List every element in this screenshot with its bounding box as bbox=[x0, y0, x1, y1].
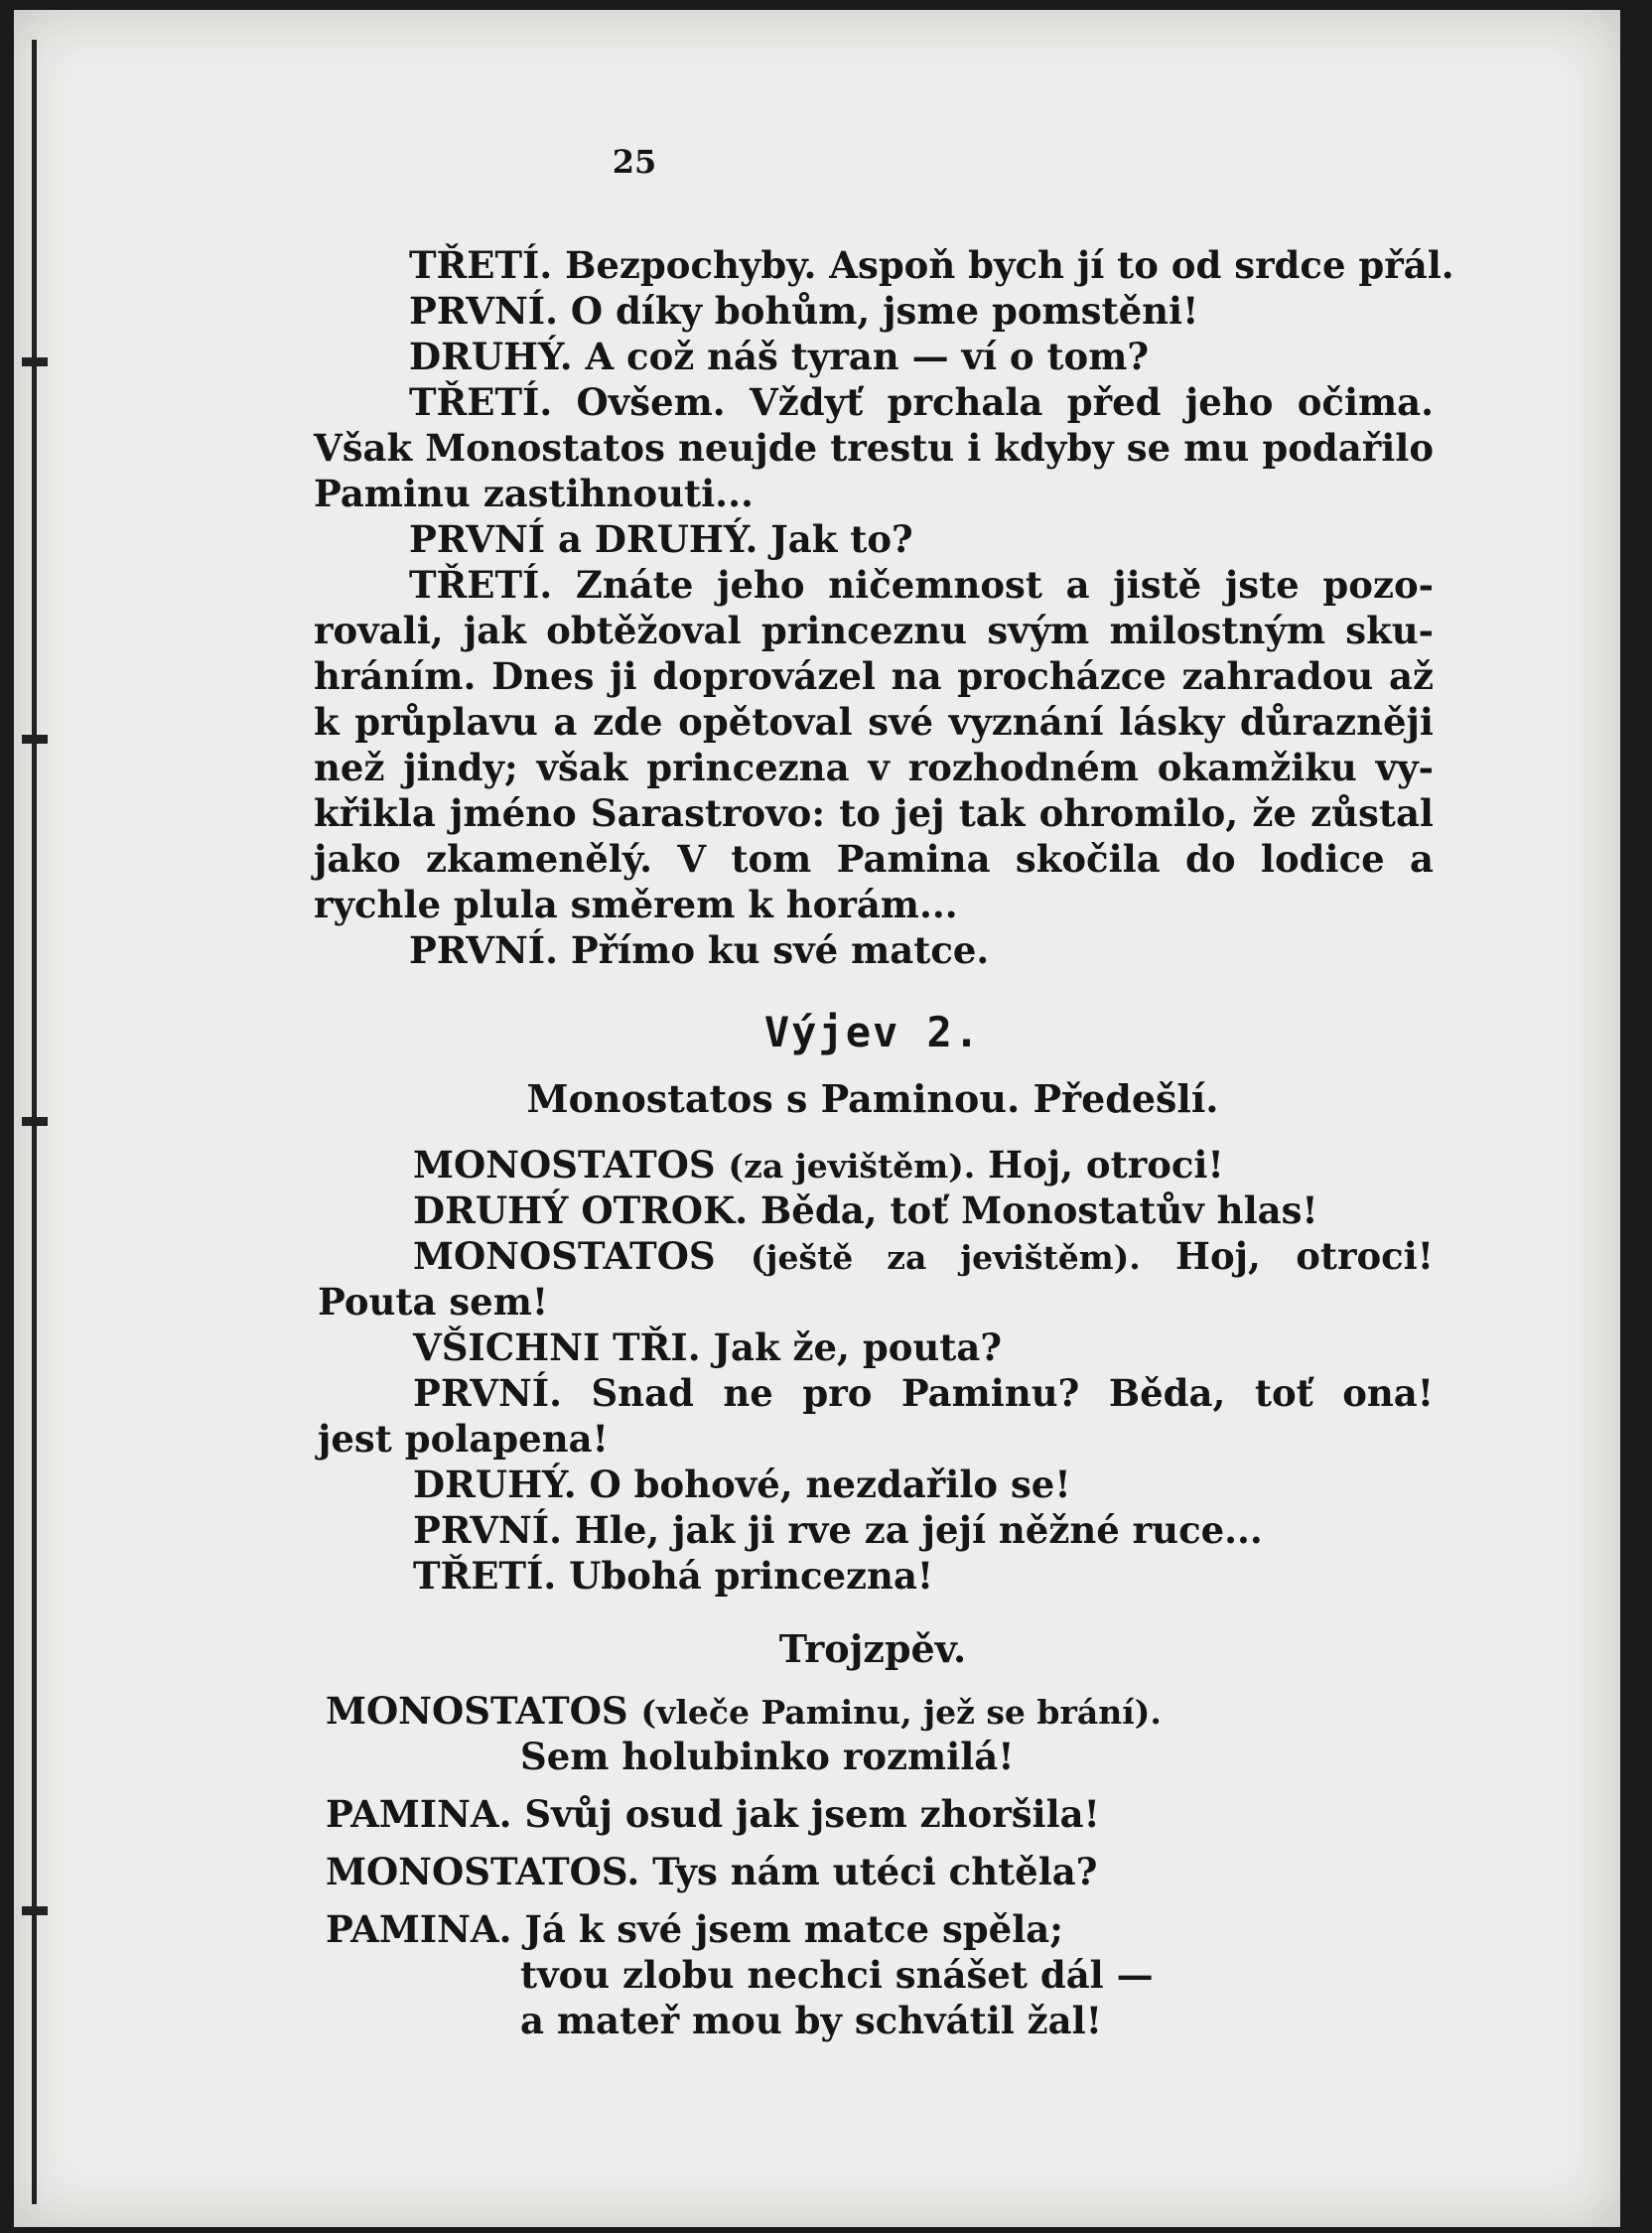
text-line: DRUHÝ. A což náš tyran — ví o tom? bbox=[409, 335, 1150, 378]
text-line: Paminu zastihnouti... bbox=[314, 472, 754, 515]
binding-mark bbox=[22, 1117, 48, 1126]
speaker-name: MONOSTATOS bbox=[413, 1234, 716, 1278]
verse-line bbox=[326, 1688, 1162, 1734]
text-line: PRVNÍ. O díky bohům, jsme pomstěni! bbox=[409, 289, 1199, 333]
text-line: TŘETÍ. Znáte jeho ničemnost a jistě jste pozo- bbox=[409, 563, 1434, 607]
dialogue-line: DRUHÝ OTROK. Běda, toť Monostatův hlas! bbox=[413, 1188, 1318, 1232]
verse-line: MONOSTATOS. Tys nám utéci chtěla? bbox=[326, 1850, 1098, 1893]
binding-mark bbox=[22, 1906, 48, 1915]
stage-direction: (ještě za jevištěm). bbox=[750, 1238, 1141, 1277]
text-line: TŘETÍ. Bezpochyby. Aspoň bych jí to od srdce přál. bbox=[409, 243, 1454, 287]
dialogue-line: DRUHÝ. O bohové, nezdařilo se! bbox=[413, 1463, 1071, 1506]
verse-line: tvou zlobu nechci snášet dál — bbox=[520, 1953, 1154, 1997]
text-line: TŘETÍ. Ovšem. Vždyť prchala před jeho očima. bbox=[409, 380, 1434, 424]
text-line: křikla jméno Sarastrovo: to jej tak ohromilo, že zůstal bbox=[314, 791, 1434, 835]
speaker-name: MONOSTATOS bbox=[326, 1689, 628, 1733]
verse-line: a mateř mou by schvátil žal! bbox=[520, 1999, 1102, 2042]
verse-line: PAMINA. Svůj osud jak jsem zhoršila! bbox=[326, 1792, 1100, 1836]
binding-spine bbox=[22, 40, 48, 2204]
dialogue-line: jest polapena! bbox=[318, 1417, 609, 1461]
binding-mark bbox=[22, 357, 48, 366]
speaker-name: MONOSTATOS bbox=[413, 1143, 716, 1186]
dialogue-line: PRVNÍ. Hle, jak ji rve za její něžné ruce... bbox=[413, 1508, 1263, 1552]
text-line: rovali, jak obtěžoval princeznu svým milostným sku- bbox=[314, 609, 1434, 652]
cast-list: Monostatos s Paminou. Předešlí. bbox=[526, 1076, 1219, 1121]
stage-direction: (vleče Paminu, jež se brání). bbox=[640, 1693, 1162, 1732]
binding-mark bbox=[22, 735, 48, 744]
text-line: PRVNÍ. Přímo ku své matce. bbox=[409, 928, 990, 972]
dialogue-text: Hoj, otroci! bbox=[1175, 1234, 1434, 1278]
dialogue-line: PRVNÍ. Snad ne pro Paminu? Běda, toť ona! bbox=[413, 1371, 1434, 1415]
verse-line: PAMINA. Já k své jsem matce spěla; bbox=[326, 1907, 1063, 1951]
text-line: k průplavu a zde opětoval své vyznání lásky důrazněji bbox=[314, 700, 1434, 744]
stage-direction: (za jevištěm). bbox=[728, 1147, 976, 1186]
dialogue-line: TŘETÍ. Ubohá princezna! bbox=[413, 1554, 934, 1598]
text-line: než jindy; však princezna v rozhodném okamžiku vy- bbox=[314, 746, 1434, 789]
book-page bbox=[14, 10, 1620, 2227]
dialogue-line bbox=[413, 1233, 1434, 1279]
text-line: PRVNÍ a DRUHÝ. Jak to? bbox=[409, 517, 913, 561]
text-line: jako zkamenělý. V tom Pamina skočila do lodice a bbox=[314, 837, 1434, 881]
scene-title: Výjev 2. bbox=[763, 1008, 982, 1056]
text-line: Však Monostatos neujde trestu i kdyby se mu podařilo bbox=[314, 426, 1434, 470]
dialogue-line: Pouta sem! bbox=[318, 1280, 549, 1324]
verse-line: Sem holubinko rozmilá! bbox=[520, 1735, 1015, 1778]
text-line: hráním. Dnes ji doprovázel na procházce zahradou až bbox=[314, 654, 1434, 698]
page-number: 25 bbox=[612, 143, 657, 181]
dialogue-line: VŠICHNI TŘI. Jak že, pouta? bbox=[413, 1326, 1003, 1369]
text-line: rychle plula směrem k horám... bbox=[314, 883, 958, 926]
dialogue-line bbox=[413, 1142, 1224, 1187]
dialogue-text: Hoj, otroci! bbox=[988, 1143, 1224, 1186]
trio-title: Trojzpěv. bbox=[778, 1626, 967, 1671]
